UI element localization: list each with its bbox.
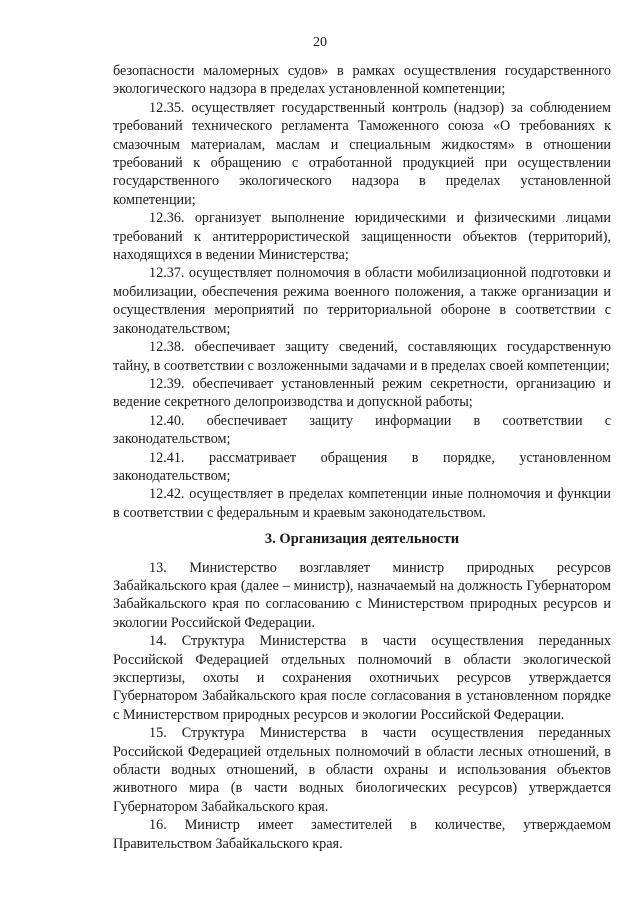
paragraph-12-35: 12.35. осуществляет государственный контроль (надзор) за соблюдением требований технического регламента Таможенного союза «О требованиях к смазочным материалам, маслам и специальным жидкостям» в отношении требований к обращению с отработанной продукцией при осуществлении государственного экологического надзора в пределах установленной компетенции; xyxy=(113,99,611,208)
paragraph-12-37: 12.37. осуществляет полномочия в области мобилизационной подготовки и мобилизации, обеспечения режима военного положения, а также организации и осуществления мероприятий по территориальной обороне в соответствии с законодательством; xyxy=(113,265,611,337)
paragraph-12-38: 12.38. обеспечивает защиту сведений, составляющих государственную тайну, в соответствии с возложенными задачами и в пределах своей компетенции; xyxy=(113,339,611,374)
paragraph-12-40: 12.40. обеспечивает защиту информации в соответствии с законодательством; xyxy=(113,412,611,448)
paragraph-16: 16. Министр имеет заместителей в количестве, утверждаемом Правительством Забайкальского края. xyxy=(113,817,611,852)
paragraph-12-42: 12.42. осуществляет в пределах компетенции иные полномочия и функции в соответствии с федеральным и краевым законодательством. xyxy=(113,486,611,521)
paragraph-15: 15. Структура Министерства в части осуществления переданных Российской Федерацией отдельных полномочий в области лесных отношений, в области водных отношений, в области охраны и использования объектов животного мира (в части водных биологических ресурсов) утверждается Губернатором Забайкальского края. xyxy=(113,725,611,815)
paragraph-12-39: 12.39. обеспечивает установленный режим секретности, организацию и ведение секретного делопроизводства и допускной работы; xyxy=(113,375,611,411)
paragraph-continuation: безопасности маломерных судов» в рамках осуществления государственного экологического надзора в пределах установленной компетенции; xyxy=(113,63,611,98)
page-number: 20 xyxy=(313,35,327,50)
paragraph-14: 14. Структура Министерства в части осуществления переданных Российской Федерацией отдельных полномочий в области экологической экспертизы, охоты и сохранения охотничьих ресурсов утверждается Губернатором Забайкальского края после согласования в установленном порядке с Министерством природных ресурсов и экологии Российской Федерации. xyxy=(113,633,611,723)
document-body xyxy=(113,62,611,853)
section-heading: 3. Организация деятельности xyxy=(264,531,460,548)
paragraph-12-41: 12.41. рассматривает обращения в порядке, установленном законодательством; xyxy=(113,449,611,484)
paragraph-12-36: 12.36. организует выполнение юридическими и физическими лицами требований к антитеррористической защищенности объектов (территорий), находящихся в ведении Министерства; xyxy=(113,210,611,264)
paragraph-13: 13. Министерство возглавляет министр природных ресурсов Забайкальского края (далее – министр), назначаемый на должность Губернатором Забайкальского края по согласованию с Министерством природных ресурсов и экологии Российской Федерации. xyxy=(113,559,611,631)
